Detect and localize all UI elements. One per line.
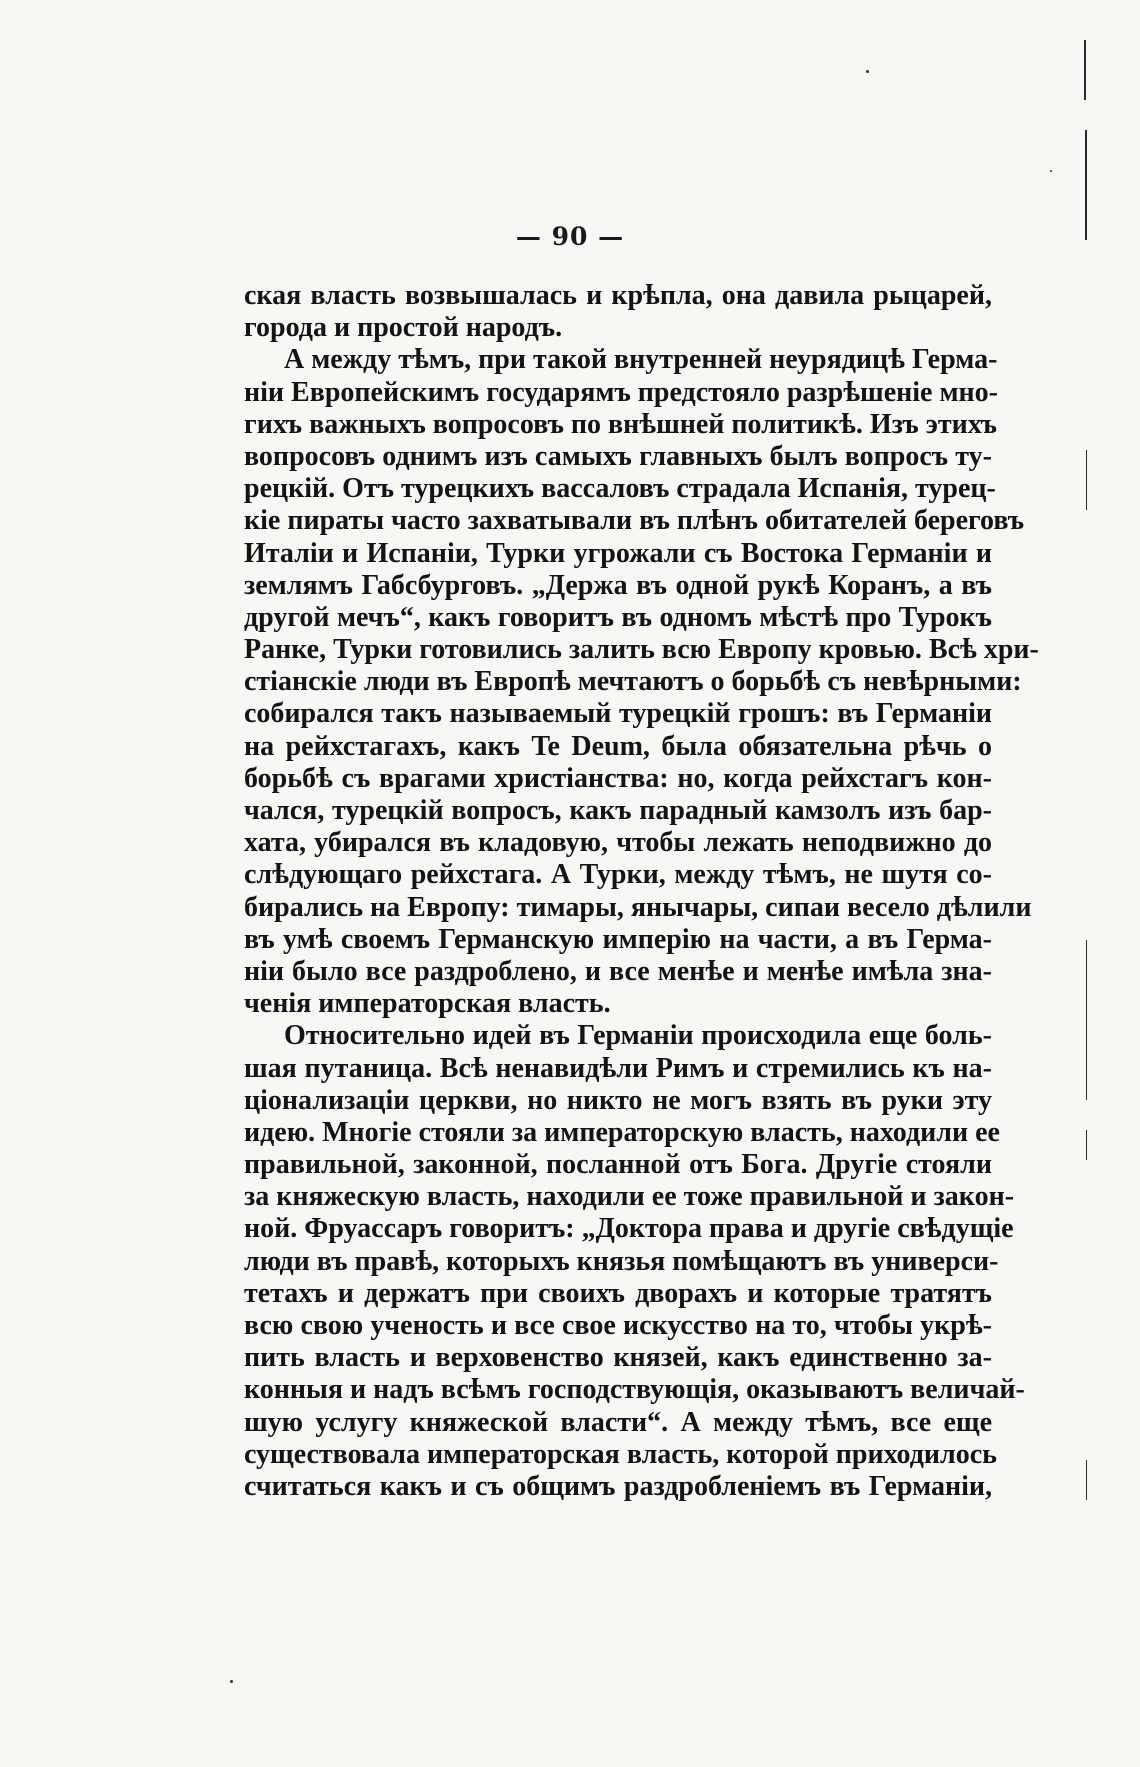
text-line: гихъ важныхъ вопросовъ по внѣшней политикѣ. Изъ этихъ bbox=[244, 408, 997, 440]
text-line: пить власть и верховенство князей, какъ единственно за- bbox=[244, 1342, 992, 1374]
text-line: идею. Многіе стояли за императорскую власть, находили ее bbox=[244, 1116, 1000, 1148]
scan-edge-line bbox=[1086, 940, 1087, 1100]
text-line: на рейхстагахъ, какъ Te Deum, была обязательна рѣчь о bbox=[244, 730, 992, 762]
scan-edge-line bbox=[1086, 1130, 1087, 1160]
text-line: люди въ правѣ, которыхъ князья помѣщаютъ въ универси- bbox=[244, 1245, 999, 1277]
text-line: слѣдующаго рейхстага. А Турки, между тѣмъ, не шутя со- bbox=[244, 859, 992, 891]
text-line: ціонализаціи церкви, но никто не могъ взять въ руки эту bbox=[244, 1084, 992, 1116]
text-line: конныя и надъ всѣмъ господствующія, оказываютъ величай- bbox=[244, 1374, 1025, 1406]
scan-speck bbox=[866, 70, 869, 73]
scan-edge-line bbox=[1086, 450, 1087, 510]
text-line: землямъ Габсбурговъ. „Держа въ одной рукѣ Коранъ, а въ bbox=[244, 569, 992, 601]
scan-speck bbox=[230, 1680, 233, 1683]
text-line: считаться какъ и съ общимъ раздробленіемъ въ Германіи, bbox=[244, 1470, 992, 1502]
text-line: шая путаница. Всѣ ненавидѣли Римъ и стремились къ на- bbox=[244, 1052, 992, 1084]
text-line: борьбѣ съ врагами христіанства: но, когда рейхстагъ кон- bbox=[244, 762, 992, 794]
text-line: рецкій. Отъ турецкихъ вассаловъ страдала Испанія, турец- bbox=[244, 473, 996, 505]
scan-speck bbox=[1050, 170, 1052, 172]
text-line: шую услугу княжеской власти“. А между тѣмъ, все еще bbox=[244, 1406, 992, 1438]
text-line: бирались на Европу: тимары, янычары, сипаи весело дѣлили bbox=[244, 891, 1032, 923]
text-line: ніи Европейскимъ государямъ предстояло разрѣшеніе мно- bbox=[244, 376, 998, 408]
text-line: ніи было все раздроблено, и все менѣе и менѣе имѣла зна- bbox=[244, 955, 992, 987]
text-line: ной. Фруассаръ говоритъ: „Доктора права и другіе свѣдущіе bbox=[244, 1213, 1014, 1245]
text-line: ченія императорская власть. bbox=[244, 988, 611, 1020]
text-line: всю свою ученость и все свое искусство на то, чтобы укрѣ- bbox=[244, 1310, 992, 1341]
text-line: за княжескую власть, находили ее тоже правильной и закон- bbox=[244, 1181, 1015, 1213]
text-line: существовала императорская власть, которой приходилось bbox=[244, 1438, 997, 1470]
body-text bbox=[244, 280, 1039, 1503]
text-line: другой мечъ“, какъ говоритъ въ одномъ мѣстѣ про Турокъ bbox=[244, 601, 992, 633]
text-line: Италіи и Испаніи, Турки угрожали съ Востока Германіи и bbox=[244, 537, 992, 569]
page-number: — 90 — bbox=[515, 222, 625, 251]
text-line: чался, турецкій вопросъ, какъ парадный камзолъ изъ бар- bbox=[244, 795, 992, 826]
text-line: А между тѣмъ, при такой внутренней неурядицѣ Герма- bbox=[284, 344, 998, 376]
scan-edge-line bbox=[1084, 40, 1086, 100]
text-line: тетахъ и держатъ при своихъ дворахъ и которые тратятъ bbox=[244, 1277, 992, 1309]
text-line: Относительно идей въ Германіи происходила еще боль- bbox=[284, 1020, 992, 1052]
text-line: города и простой народъ. bbox=[244, 312, 563, 344]
text-line: правильной, законной, посланной отъ Бога. Другіе стояли bbox=[244, 1149, 992, 1181]
text-line: хата, убирался въ кладовую, чтобы лежать неподвижно до bbox=[244, 827, 992, 859]
text-line: вопросовъ однимъ изъ самыхъ главныхъ былъ вопросъ ту- bbox=[244, 440, 992, 472]
text-line: въ умѣ своемъ Германскую имперію на части, а въ Герма- bbox=[244, 923, 992, 955]
scan-edge-line bbox=[1086, 1460, 1087, 1500]
text-line: стіанскіе люди въ Европѣ мечтаютъ о борьбѣ съ невѣрными: bbox=[244, 666, 1022, 698]
text-line: собирался такъ называемый турецкій грошъ: въ Германіи bbox=[244, 698, 992, 730]
text-line: ская власть возвышалась и крѣпла, она давила рыцарей, bbox=[244, 280, 992, 311]
text-line: Ранке, Турки готовились залить всю Европу кровью. Всѣ хри- bbox=[244, 634, 1039, 666]
text-line: кіе пираты часто захватывали въ плѣнъ обитателей береговъ bbox=[244, 505, 1025, 537]
